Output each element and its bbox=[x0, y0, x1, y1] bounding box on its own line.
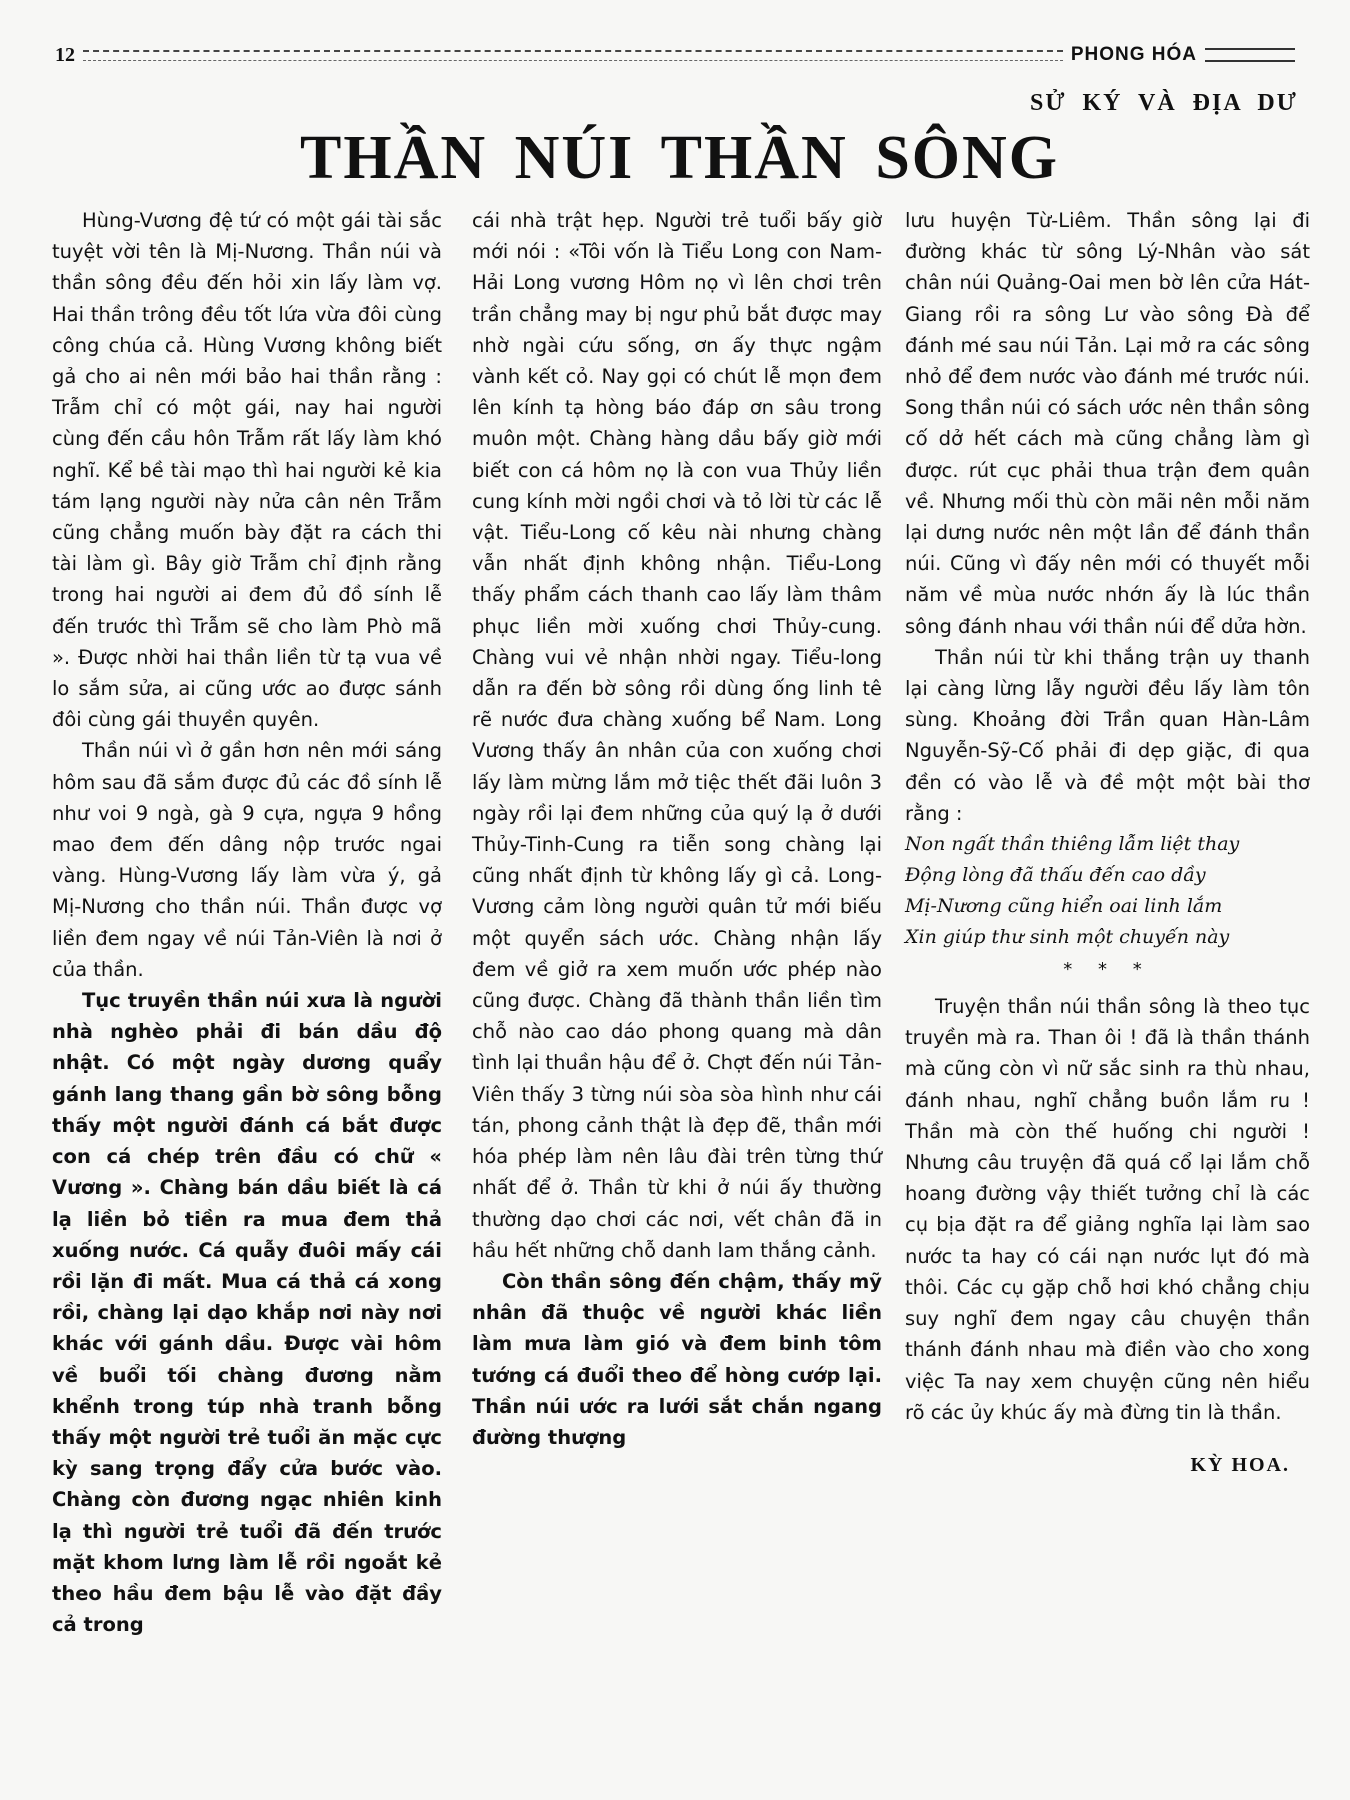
author-signature: KỲ HOA. bbox=[1190, 1453, 1290, 1476]
paragraph: Thần núi từ khi thắng trận uy thanh lại càng lừng lẫy người đều lấy làm tôn sùng. Khoảng đời Trần quan Hàn-Lâm Nguyễn-Sỹ-Cố phải đi dẹp giặc, đi qua đền có vào lễ và đề một một bài thơ rằng : bbox=[905, 645, 1310, 825]
paragraph: Tục truyền thần núi xưa là người nhà nghèo phải đi bán dầu độ nhật. Có một ngày dương quẩy gánh lang thang gần bờ sông bỗng thấy một người đánh cá bắt được con cá chép trên đầu có chữ « Vương ». Chàng bán dầu biết là cá lạ liền bỏ tiền ra mua đem thả xuống nước. Cá quẫy đuôi mấy cái rồi lặn đi mất. Mua cá thả cá xong rồi, chàng lại dạo khắp nơi này nơi khác với gánh dầu. Được vài hôm về buổi tối chàng đương nằm khểnh trong túp nhà tranh bỗng thấy một người trẻ tuổi ăn mặc cực kỳ sang trọng đẩy cửa bước vào. Chàng còn đương ngạc nhiên kinh lạ thì người trẻ tuổi đã đến trước mặt khom lưng làm lễ rồi ngoắt kẻ theo hầu đem bậu lễ vào đặt đầy cả trong bbox=[52, 989, 442, 1637]
closing-paragraph: Truyện thần núi thần sông là theo tục truyền mà ra. Than ôi ! đã là thần thánh mà cũng còn vì nữ sắc sinh ra thù nhau, đánh nhau, nghĩ chẳng buồn lắm ru ! Thần mà còn thế huống chi người ! Nhưng câu truyện đã quá cổ lại lắm chỗ hoang đường vậy thiết tưởng chỉ là các cụ bịa đặt ra để giảng nghĩa lại làm sao nước ta hay có cái nạn nước lụt đó mà thôi. Các cụ gặp chỗ hơi khó chẳng chịu suy nghĩ đem ngay câu chuyện thần thánh đánh nhau mà điền vào cho xong việc Ta nay xem chuyện cũng nên hiểu rõ các ủy khúc ấy mà đừng tin là thần. bbox=[905, 995, 1310, 1424]
section-ornament: * * * bbox=[1063, 959, 1152, 981]
poem-line: Non ngất thần thiêng lẫm liệt thay bbox=[905, 833, 1240, 856]
poem bbox=[905, 829, 1310, 953]
header-rule-right bbox=[1205, 48, 1295, 62]
paragraph: Còn thần sông đến chậm, thấy mỹ nhân đã thuộc về người khác liền làm mưa làm gió và đem binh tôm tướng cá đuổi theo để hòng cướp lại. Thần núi ước ra lưới sắt chắn ngang đường thượng bbox=[472, 1269, 882, 1449]
article-column-1 bbox=[52, 205, 442, 1640]
paragraph: Hùng-Vương đệ tứ có một gái tài sắc tuyệt vời tên là Mị-Nương. Thần núi và thần sông đều đến hỏi xin lấy làm vợ. Hai thần trông đều tốt lứa vừa đôi cùng công chúa cả. Hùng Vương không biết gả cho ai nên mới bảo hai thần rằng : Trẫm chỉ có một gái, nay hai người cùng đến cầu hôn Trẫm rất lấy làm khó nghĩ. Kể bề tài mạo thì hai người kẻ kia tám lạng người này nửa cân nên Trẫm cũng chẳng muốn bày đặt ra cách thi tài làm gì. Bây giờ Trẫm chỉ định rằng trong hai người ai đem đủ đồ sính lễ đến trước thì Trẫm sẽ cho làm Phò mã ». Được nhời hai thần liền từ tạ vua về lo sắm sửa, ai cũng ước ao được sánh đôi cùng gái thuyền quyên. bbox=[52, 209, 442, 732]
poem-line: Mị-Nương cũng hiển oai linh lắm bbox=[905, 895, 1223, 918]
page-header bbox=[55, 40, 1295, 70]
poem-line: Xin giúp thư sinh một chuyến này bbox=[905, 926, 1230, 949]
article-title: THẦN NÚI THẦN SÔNG bbox=[300, 124, 1060, 192]
poem-line: Động lòng đã thấu đến cao dầy bbox=[905, 864, 1206, 887]
article-column-3 bbox=[905, 205, 1310, 1478]
header-rule bbox=[83, 50, 1063, 61]
publication-name: PHONG HÓA bbox=[1070, 44, 1197, 65]
section-label: SỬ KÝ VÀ ĐỊA DƯ bbox=[1030, 90, 1298, 116]
paragraph: cái nhà trật hẹp. Người trẻ tuổi bấy giờ mới nói : «Tôi vốn là Tiểu Long con Nam-Hải Long vương Hôm nọ vì lên chơi trên trần chẳng may bị ngư phủ bắt được may nhờ ngài cứu sống, ơn ấy thực ngậm vành kết cỏ. Nay gọi có chút lễ mọn đem lên kính tạ hòng báo đáp ơn sâu trong muôn một. Chàng hàng dầu bấy giờ mới biết con cá hôm nọ là con vua Thủy liền cung kính mời ngồi chơi và tỏ lời từ các lễ vật. Tiểu-Long cố kêu nài nhưng chàng vẫn nhất định không nhận. Tiểu-Long thấy phẩm cách thanh cao lấy làm thâm phục liền mời xuống chơi Thủy-cung. Chàng vui vẻ nhận nhời ngay. Tiểu-long dẫn ra đến bờ sông rồi dùng ống linh tê rẽ nước đưa chàng xuống bể Nam. Long Vương thấy ân nhân của con xuống chơi lấy làm mừng lắm mở tiệc thết đãi luôn 3 ngày rồi lại đem những của quý lạ ở dưới Thủy-Tinh-Cung ra tiễn song chàng lại cũng nhất định từ không lấy gì cả. Long-Vương cảm lòng người quân tử mới biếu một quyển sách ước. Chàng nhận lấy đem về giở ra xem muốn ước phép nào cũng được. Chàng đã thành thần liền tìm chỗ nào cao dáo phong quang mà dân tình lại thuần hậu để ở. Chợt đến núi Tản-Viên thấy 3 từng núi sòa sòa hình như cái tán, phong cảnh thật là đẹp đẽ, thần mới hóa phép làm nên lâu đài trên từng thứ nhất để ở. Thần từ khi ở núi ấy thường thường dạo chơi các nơi, vết chân đã in hầu hết những chỗ danh lam thắng cảnh. bbox=[472, 209, 882, 1262]
page-number: 12 bbox=[55, 44, 75, 66]
paragraph: Thần núi vì ở gần hơn nên mới sáng hôm sau đã sắm được đủ các đồ sính lễ như voi 9 ngà, gà 9 cựa, ngựa 9 hồng mao đem đến dâng nộp trước ngai vàng. Hùng-Vương lấy làm vừa ý, gả Mị-Nương cho thần núi. Thần được vợ liền đem ngay về núi Tản-Viên là nơi ở của thần. bbox=[52, 739, 442, 981]
article-column-2 bbox=[472, 205, 882, 1453]
paragraph: lưu huyện Từ-Liêm. Thần sông lại đi đường khác từ sông Lý-Nhân vào sát chân núi Quảng-Oai men bờ lên cửa Hát-Giang rồi ra sông Lư vào sông Đà để đánh mé sau núi Tản. Lại mở ra các sông nhỏ để đem nước vào đánh mé trước núi. Song thần núi có sách ước nên thần sông cố dở hết cách mà cũng chẳng làm gì được. rút cục phải thua trận đem quân về. Nhưng mối thù còn mãi nên mỗi năm lại dưng nước nên một lần để đánh thần núi. Cũng vì đấy nên mới có thuyết mỗi năm về mùa nước nhớn ấy là lúc thần sông đánh nhau với thần núi để dửa hờn. bbox=[905, 209, 1310, 638]
